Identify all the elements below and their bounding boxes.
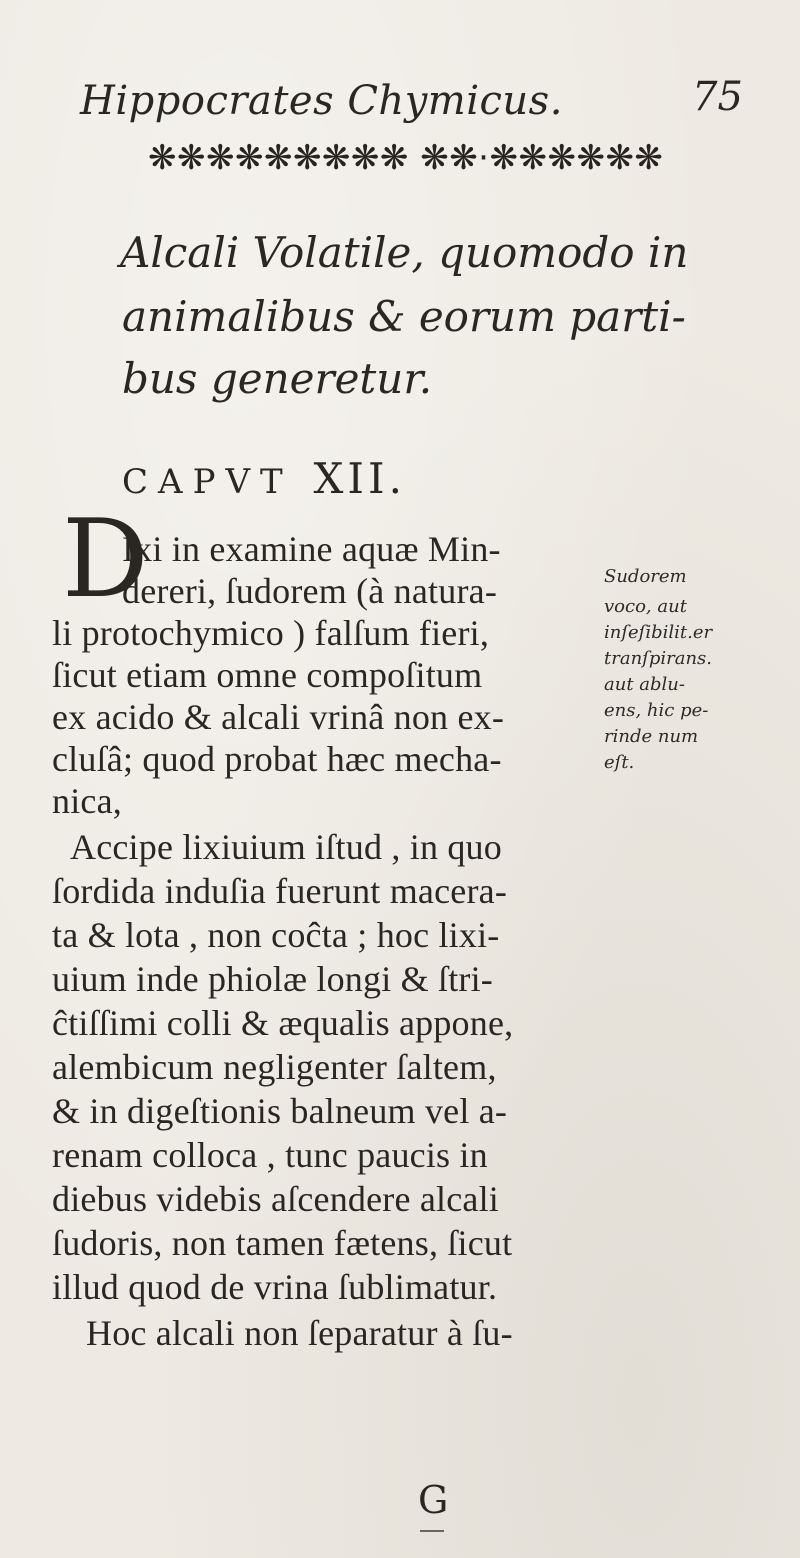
body-line: dereri, ſudorem (à natura- [122, 571, 498, 611]
body-line: cluſâ; quod probat hæc mecha- [52, 739, 502, 779]
running-head: Hippocrates Chymicus. [80, 78, 563, 124]
drop-cap: D [62, 497, 149, 622]
margin-note-line: inſeſibilit.er [604, 622, 713, 643]
body-line: Hoc alcali non ſeparatur à ſu- [86, 1313, 513, 1353]
chapter-number: XII. [313, 454, 406, 503]
body-line: diebus videbis aſcendere alcali [52, 1179, 500, 1219]
body-line: ſordida induſia fuerunt macera- [52, 871, 508, 911]
body-line: illud quod de vrina ſublimatur. [52, 1267, 498, 1307]
chapter-title-line-3: bus generetur. [122, 354, 433, 403]
body-line: li protochymico ) falſum fieri, [52, 613, 490, 653]
margin-note-line: ens, hic pe- [604, 700, 709, 721]
body-line: nica, [52, 781, 122, 821]
margin-note-line: aut ablu- [604, 674, 685, 695]
body-line: Ixi in examine aquæ Min- [122, 529, 501, 569]
body-line: uium inde phiolæ longi & ſtri- [52, 959, 493, 999]
ornament-border: ❋❋❋❋❋❋❋❋❋ ❋❋·❋❋❋❋❋❋ [148, 138, 664, 178]
body-line: Accipe lixiuium iſtud , in quo [70, 827, 502, 867]
body-line: ĉtiſſimi colli & æqualis appone, [52, 1003, 514, 1043]
page-number: 75 [692, 74, 743, 120]
body-line: renam colloca , tunc paucis in [52, 1135, 488, 1175]
body-line: ta & lota , non coĉta ; hoc lixi- [52, 915, 500, 955]
chapter-heading [122, 454, 406, 503]
body-line: ex acido & alcali vrinâ non ex- [52, 697, 505, 737]
body-line: ſicut etiam omne compoſitum [52, 655, 483, 695]
chapter-title-line-2: animalibus & eorum parti- [122, 292, 686, 341]
margin-note-line: tranſpirans. [604, 648, 712, 669]
body-line: alembicum negligenter ſaltem, [52, 1047, 497, 1087]
body-line: & in digeſtionis balneum vel a- [52, 1091, 508, 1131]
signature-underline [420, 1530, 444, 1532]
margin-note-line: Sudorem [604, 566, 687, 587]
signature-mark: G [418, 1478, 449, 1522]
margin-note-line: rinde num [604, 726, 699, 747]
margin-note-line: eſt. [604, 752, 635, 773]
chapter-title-line-1: Alcali Volatile, quomodo in [120, 228, 689, 277]
chapter-label: CAPVT [122, 462, 293, 502]
margin-note-line: voco, aut [604, 596, 687, 617]
body-line: ſudoris, non tamen fætens, ſicut [52, 1223, 513, 1263]
